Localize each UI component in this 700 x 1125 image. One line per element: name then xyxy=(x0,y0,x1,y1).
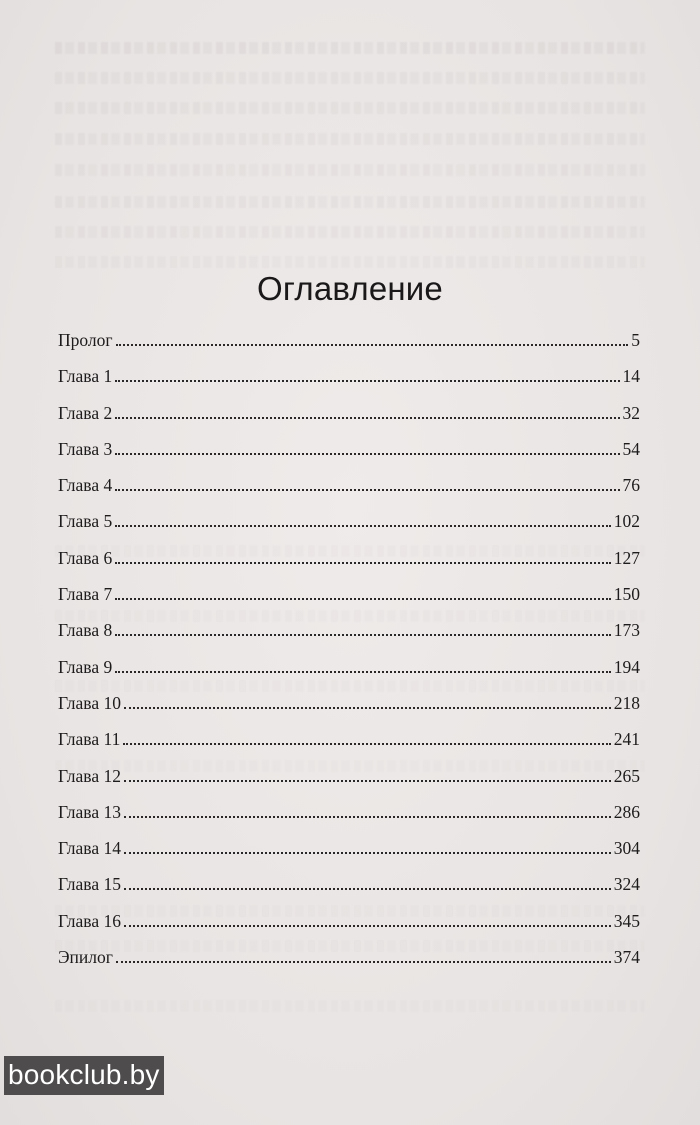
toc-entry-chapter-14 xyxy=(58,830,640,866)
toc-entry-label: Глава 8 xyxy=(58,620,113,641)
toc-entry-page: 304 xyxy=(613,838,640,859)
toc-entry-chapter-2 xyxy=(58,395,640,431)
toc-entry-label: Глава 7 xyxy=(58,584,113,605)
bleed-through-line xyxy=(55,226,645,238)
toc-entry-label: Глава 6 xyxy=(58,547,113,568)
dot-leader xyxy=(115,380,619,382)
toc-entry-label: Глава 16 xyxy=(58,910,121,931)
toc-entry-page: 324 xyxy=(613,874,640,895)
dot-leader xyxy=(116,961,611,963)
toc-entry-epilogue xyxy=(58,939,640,975)
toc-entry-page: 286 xyxy=(613,801,640,822)
site-watermark: bookclub.by xyxy=(4,1056,164,1095)
toc-entry-page: 345 xyxy=(613,910,640,931)
toc-entry-page: 5 xyxy=(631,330,640,350)
toc-entry-label: Пролог xyxy=(58,330,113,350)
bleed-through-line xyxy=(55,102,645,114)
table-of-contents xyxy=(58,322,640,975)
bleed-through-line xyxy=(55,1000,645,1012)
toc-entry-chapter-8 xyxy=(58,612,640,648)
toc-entry-label: Глава 14 xyxy=(58,838,121,859)
bleed-through-line xyxy=(55,72,645,84)
toc-entry-chapter-11 xyxy=(58,721,640,757)
bleed-through-line xyxy=(55,256,645,268)
dot-leader xyxy=(115,671,611,673)
toc-entry-label: Глава 3 xyxy=(58,438,113,459)
toc-entry-page: 127 xyxy=(613,547,640,568)
toc-entry-page: 32 xyxy=(622,402,640,423)
toc-entry-chapter-13 xyxy=(58,794,640,830)
toc-entry-label: Глава 5 xyxy=(58,511,113,532)
toc-entry-label: Глава 15 xyxy=(58,874,121,895)
toc-entry-page: 173 xyxy=(613,620,640,641)
toc-entry-chapter-9 xyxy=(58,649,640,685)
bleed-through-line xyxy=(55,42,645,54)
toc-entry-label: Глава 10 xyxy=(58,692,121,713)
toc-entry-chapter-10 xyxy=(58,685,640,721)
bleed-through-line xyxy=(55,164,645,176)
dot-leader xyxy=(116,344,629,346)
toc-entry-label: Эпилог xyxy=(58,947,113,968)
toc-entry-chapter-3 xyxy=(58,431,640,467)
toc-entry-label: Глава 9 xyxy=(58,656,113,677)
toc-entry-label: Глава 12 xyxy=(58,765,121,786)
toc-entry-chapter-15 xyxy=(58,866,640,902)
toc-entry-chapter-7 xyxy=(58,576,640,612)
dot-leader xyxy=(124,816,611,818)
toc-entry-page: 76 xyxy=(622,475,640,496)
dot-leader xyxy=(115,489,619,491)
dot-leader xyxy=(124,707,611,709)
toc-entry-page: 218 xyxy=(613,692,640,713)
toc-entry-chapter-12 xyxy=(58,758,640,794)
bleed-through-line xyxy=(55,133,645,145)
dot-leader xyxy=(124,852,611,854)
toc-entry-page: 150 xyxy=(613,584,640,605)
toc-entry-chapter-6 xyxy=(58,540,640,576)
dot-leader xyxy=(115,525,611,527)
toc-entry-page: 194 xyxy=(613,656,640,677)
toc-entry-chapter-4 xyxy=(58,467,640,503)
dot-leader xyxy=(115,453,619,455)
toc-entry-prologue xyxy=(58,322,640,358)
toc-entry-chapter-5 xyxy=(58,503,640,539)
toc-entry-chapter-16 xyxy=(58,903,640,939)
toc-entry-label: Глава 4 xyxy=(58,475,113,496)
toc-entry-page: 54 xyxy=(622,438,640,459)
toc-entry-page: 102 xyxy=(613,511,640,532)
dot-leader xyxy=(115,634,611,636)
toc-entry-page: 241 xyxy=(613,729,640,750)
toc-entry-page: 265 xyxy=(613,765,640,786)
bleed-through-line xyxy=(55,196,645,208)
page-title: Оглавление xyxy=(257,270,443,307)
toc-entry-label: Глава 2 xyxy=(58,402,113,423)
toc-entry-label: Глава 11 xyxy=(58,729,121,750)
dot-leader xyxy=(124,888,611,890)
dot-leader xyxy=(115,598,611,600)
toc-entry-label: Глава 13 xyxy=(58,801,121,822)
toc-entry-chapter-1 xyxy=(58,358,640,394)
dot-leader xyxy=(115,562,611,564)
dot-leader xyxy=(115,417,619,419)
dot-leader xyxy=(124,925,611,927)
toc-entry-page: 14 xyxy=(622,366,640,387)
toc-entry-page: 374 xyxy=(613,947,640,968)
dot-leader xyxy=(123,743,610,745)
dot-leader xyxy=(124,780,611,782)
toc-entry-label: Глава 1 xyxy=(58,366,113,387)
